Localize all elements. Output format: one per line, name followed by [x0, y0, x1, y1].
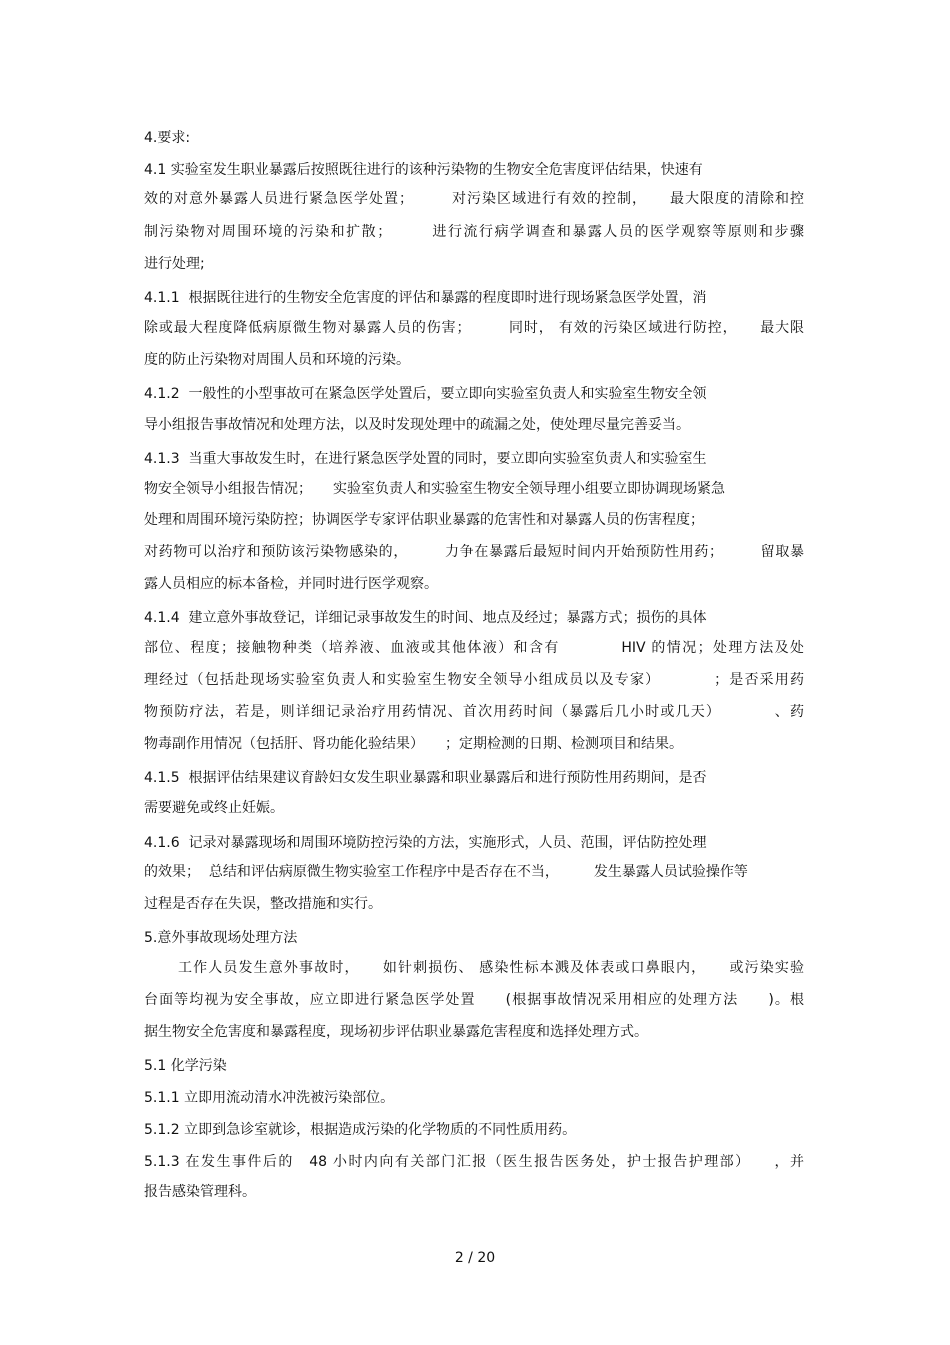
page-number: 2 / 20: [454, 1250, 496, 1266]
heading-chemical-contamination: 5.1 化学污染: [144, 1058, 227, 1074]
paragraph-line: 部位、程度；接触物种类（培养液、血液或其他体液）和含有 HIV 的情况；处理方法及处: [144, 640, 804, 656]
paragraph-line: 进行处理;: [144, 256, 205, 272]
paragraph-line: 4.1.4 建立意外事故登记，详细记录事故发生的时间、地点及经过；暴露方式；损伤的具体: [144, 610, 707, 626]
paragraph-line: 4.1.5 根据评估结果建议育龄妇女发生职业暴露和职业暴露后和进行预防性用药期间，是否: [144, 770, 707, 786]
paragraph-line: 据生物安全危害度和暴露程度，现场初步评估职业暴露危害程度和选择处理方式。: [144, 1024, 648, 1040]
paragraph-line: 度的防止污染物对周围人员和环境的污染。: [144, 352, 410, 368]
paragraph-line: 台面等均视为安全事故，应立即进行紧急医学处置 (根据事故情况采用相应的处理方法 )。根: [144, 992, 804, 1008]
paragraph-line: 物毒副作用情况（包括肝、肾功能化验结果） ；定期检测的日期、检测项目和结果。: [144, 736, 683, 752]
paragraph-line: 除或最大程度降低病原微生物对暴露人员的伤害； 同时， 有效的污染区域进行防控， 最大限: [144, 320, 804, 336]
paragraph-line: 5.1.3 在发生事件后的 48 小时内向有关部门汇报（医生报告医务处，护士报告护理部） ，并: [144, 1154, 804, 1170]
paragraph-line: 处理和周围环境污染防控；协调医学专家评估职业暴露的危害性和对暴露人员的伤害程度；: [144, 512, 704, 528]
paragraph-line: 5.1.1 立即用流动清水冲洗被污染部位。: [144, 1090, 395, 1106]
paragraph-line: 工作人员发生意外事故时， 如针刺损伤、 感染性标本溅及体表或口鼻眼内， 或污染实验: [178, 960, 804, 976]
paragraph-line: 需要避免或终止妊娠。: [144, 800, 284, 816]
paragraph-line: 制污染物对周围环境的污染和扩散； 进行流行病学调查和暴露人员的医学观察等原则和步骤: [144, 224, 804, 240]
paragraph-line: 理经过（包括赴现场实验室负责人和实验室生物安全领导小组成员以及专家） ；是否采用药: [144, 672, 804, 688]
paragraph-line: 4.1.6 记录对暴露现场和周围环境防控污染的方法，实施形式，人员、范围，评估防控处理: [144, 835, 707, 851]
paragraph-line: 导小组报告事故情况和处理方法，以及时发现处理中的疏漏之处，使处理尽量完善妥当。: [144, 417, 690, 433]
paragraph-line: 5.1.2 立即到急诊室就诊，根据造成污染的化学物质的不同性质用药。: [144, 1122, 577, 1138]
paragraph-line: 4.1 实验室发生职业暴露后按照既往进行的该种污染物的生物安全危害度评估结果，快速有: [144, 162, 703, 178]
paragraph-line: 物安全领导小组报告情况； 实验室负责人和实验室生物安全领导理小组要立即协调现场紧急: [144, 481, 725, 497]
paragraph-line: 效的对意外暴露人员进行紧急医学处置； 对污染区域进行有效的控制， 最大限度的清除和控: [144, 191, 804, 207]
paragraph-line: 物预防疗法，若是，则详细记录治疗用药情况、首次用药时间（暴露后几小时或几天） 、药: [144, 704, 804, 720]
paragraph-line: 露人员相应的标本备检，并同时进行医学观察。: [144, 576, 438, 592]
paragraph-line: 对药物可以治疗和预防该污染物感染的， 力争在暴露后最短时间内开始预防性用药； 留取暴: [144, 544, 804, 560]
paragraph-line: 4.1.1 根据既往进行的生物安全危害度的评估和暴露的程度即时进行现场紧急医学处置，消: [144, 290, 707, 306]
paragraph-line: 的效果； 总结和评估病原微生物实验室工作程序中是否存在不当， 发生暴露人员试验操作等: [144, 864, 748, 880]
heading-requirements: 4.要求:: [144, 130, 191, 146]
paragraph-line: 4.1.2 一般性的小型事故可在紧急医学处置后，要立即向实验室负责人和实验室生物安全领: [144, 386, 707, 402]
paragraph-line: 报告感染管理科。: [144, 1184, 256, 1200]
paragraph-line: 过程是否存在失误，整改措施和实行。: [144, 896, 382, 912]
paragraph-line: 4.1.3 当重大事故发生时，在进行紧急医学处置的同时，要立即向实验室负责人和实验室生: [144, 451, 707, 467]
heading-accident-handling: 5.意外事故现场处理方法: [144, 930, 298, 946]
